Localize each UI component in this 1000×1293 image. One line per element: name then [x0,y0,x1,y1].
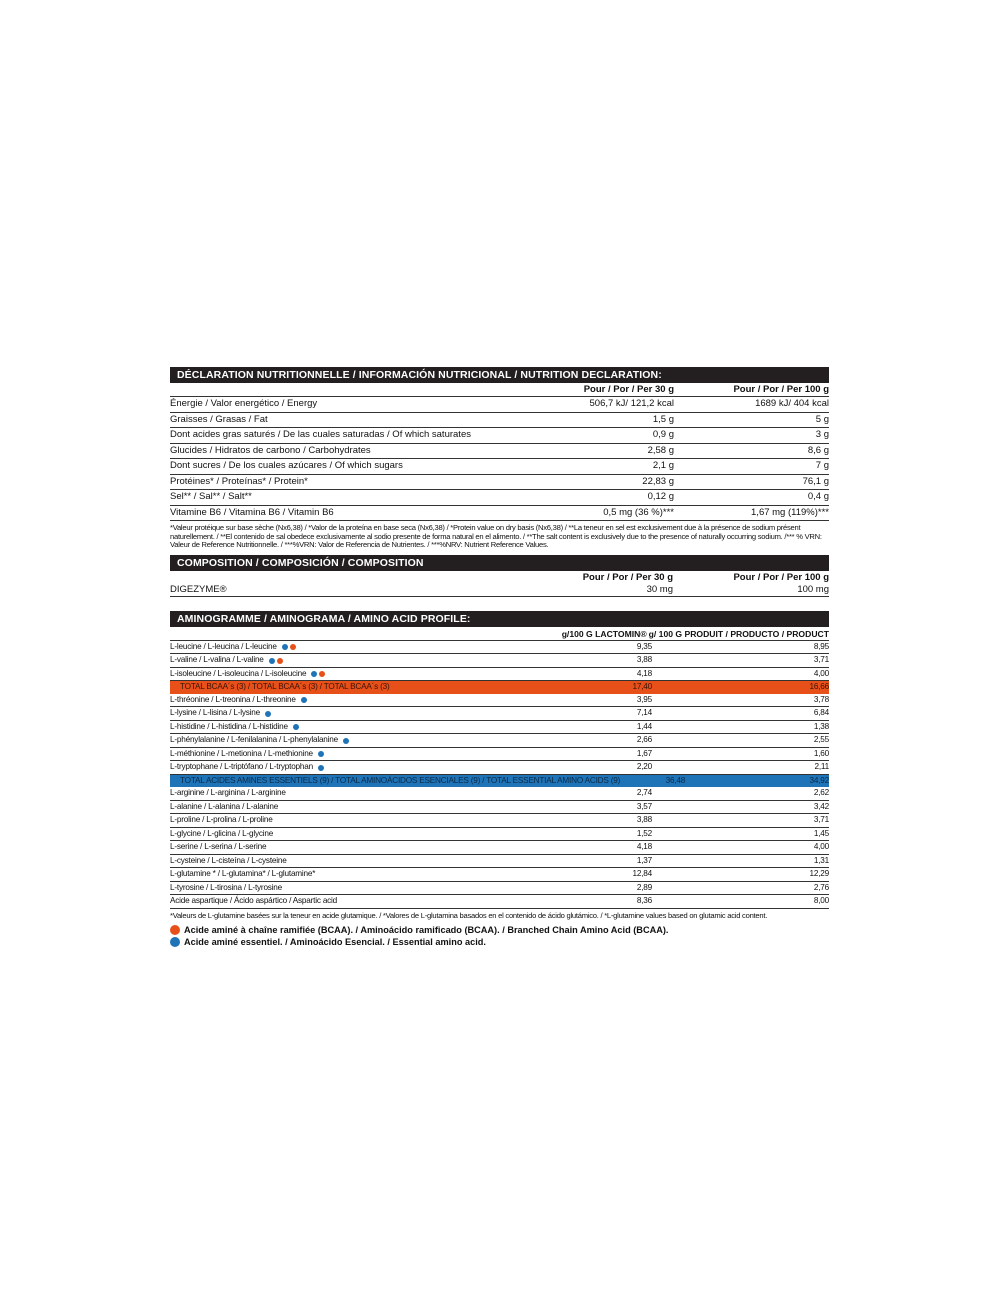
amino-row [170,641,829,655]
amino-product-header: g/ 100 G PRODUIT / PRODUCTO / PRODUCT [648,628,829,639]
value-per-30g: 0,9 g [652,429,674,440]
orange-dot-icon [290,644,296,650]
amino-label [170,828,572,841]
nutrient-label: Dont sucres / De los cuales azúcares / Of which sugars [170,460,403,471]
legend-text: Acide aminé essentiel. / Aminoácido Esencial. / Essential amino acid. [184,937,486,948]
amino-label [170,787,572,800]
amino-name: L-serine / L-serina / L-serine [170,842,267,852]
amino-name: L-thréonine / L-treonina / L-threonine [170,694,296,704]
amino-product-value: 12,29 [809,869,829,879]
blue-dot-icon [318,751,324,757]
ingredient-per-30g: 30 mg [646,583,673,595]
amino-label [170,895,572,908]
amino-label [170,814,572,827]
amino-markers [341,738,349,744]
blue-dot-icon [282,644,288,650]
nutrition-row [170,474,829,490]
legend-item [170,924,829,936]
amino-name: TOTAL ACIDES AMINES ESSENTIELS (9) / TOTAL AMINOÁCIDOS ESENCIALES (9) / TOTAL ESSENTIAL AMINO ACIDS (9) [180,775,621,785]
amino-label [170,801,572,814]
amino-label [170,734,572,747]
orange-dot-icon [319,671,325,677]
amino-label [170,681,572,694]
amino-column-header [170,627,829,641]
blue-dot-icon [318,765,324,771]
amino-product-value: 3,71 [813,655,829,665]
legend-item [170,936,829,948]
amino-label [170,761,572,774]
amino-product-value: 16,66 [809,682,829,692]
legend [170,924,829,948]
amino-row [170,895,829,909]
amino-lactomin-value: 7,14 [636,708,652,718]
amino-product-value: 34,92 [809,775,829,785]
amino-product-value: 1,60 [813,748,829,758]
amino-label [170,694,572,707]
per-100g-header: Pour / Por / Per 100 g [733,384,829,395]
value-per-30g: 506,7 kJ/ 121,2 kcal [589,398,674,409]
amino-markers [309,671,325,677]
nutrition-row [170,489,829,505]
amino-name: L-lysine / L-lisina / L-lysine [170,708,261,718]
amino-product-value: 1,38 [813,721,829,731]
amino-markers [316,751,324,757]
blue-dot-icon [343,738,349,744]
amino-row [170,787,829,801]
amino-lactomin-value: 2,89 [636,882,652,892]
amino-lactomin-value: 3,88 [636,655,652,665]
amino-markers [299,697,307,703]
amino-markers [291,724,299,730]
blue-dot-icon [170,937,180,947]
amino-name: L-phénylalanine / L-fenilalanina / L-phenylalanine [170,735,338,745]
amino-product-value: 6,84 [813,708,829,718]
amino-lactomin-value: 4,18 [636,842,652,852]
amino-footnote: *Valeurs de L-glutamine basées sur la teneur en acide glutamique. / *Valores de L-glutamina basados en el contenido de ácido glutámico. / *L-glutamine values based on glutamic acid content. [170,910,768,920]
total-essential-row [170,775,829,788]
amino-name: L-alanine / L-alanina / L-alanine [170,801,279,811]
composition-column-header [170,572,829,584]
value-per-30g: 0,5 mg (36 %)*** [603,506,674,518]
amino-name: L-leucine / L-leucina / L-leucine [170,641,277,651]
value-per-100g: 8,6 g [807,444,829,456]
nutrient-label: Glucides / Hidratos de carbono / Carbohydrates [170,444,371,456]
nutrient-label: Énergie / Valor energético / Energy [170,398,318,409]
amino-row [170,801,829,815]
per-30g-header: Pour / Por / Per 30 g [583,384,674,395]
amino-name: L-valine / L-valina / L-valine [170,655,264,665]
blue-dot-icon [301,697,307,703]
amino-label [170,641,572,654]
amino-lactomin-value: 1,37 [636,855,652,865]
nutrition-title: DÉCLARATION NUTRITIONNELLE / INFORMACIÓN NUTRICIONAL / NUTRITION DECLARATION: [170,367,829,383]
nutrition-row [170,427,829,443]
amino-label [170,882,572,895]
amino-row [170,868,829,882]
amino-row [170,761,829,775]
amino-label [170,841,572,854]
amino-name: L-histidine / L-histidina / L-histidine [170,721,288,731]
amino-product-value: 3,42 [813,801,829,811]
nutrition-row [170,443,829,459]
nutrition-row [170,458,829,474]
value-per-30g: 0,12 g [647,491,674,502]
amino-product-value: 8,00 [813,896,829,906]
value-per-30g: 1,5 g [652,413,674,425]
amino-markers [263,711,271,717]
amino-label [170,654,572,667]
amino-lactomin-value: 12,84 [632,869,652,879]
ingredient-label: DIGEZYME® [170,583,227,595]
amino-lactomin-value: 2,66 [636,735,652,745]
amino-name: L-proline / L-prolina / L-proline [170,815,273,825]
amino-product-value: 4,00 [813,842,829,852]
amino-markers [267,658,283,664]
nutrient-label: Protéines* / Proteínas* / Protein* [170,475,308,487]
amino-label [170,855,572,868]
amino-lactomin-header: g/100 G LACTOMIN® [561,628,647,639]
amino-row [170,707,829,721]
amino-product-value: 1,31 [813,855,829,865]
amino-lactomin-value: 3,88 [636,815,652,825]
amino-lactomin-value: 3,57 [636,801,652,811]
amino-name: L-tyrosine / L-tirosina / L-tyrosine [170,882,283,892]
amino-row [170,721,829,735]
amino-lactomin-value: 2,74 [636,788,652,798]
amino-row [170,841,829,855]
orange-dot-icon [170,925,180,935]
amino-label [170,775,620,788]
amino-row [170,668,829,682]
amino-product-value: 2,62 [813,788,829,798]
legend-text: Acide aminé à chaîne ramifiée (BCAA). / Aminoácido ramificado (BCAA). / Branched Chain Amino Acid (BCAA). [184,925,669,936]
value-per-100g: 76,1 g [802,475,829,487]
amino-lactomin-value: 3,95 [636,694,652,704]
nutrient-label: Graisses / Grasas / Fat [170,413,268,425]
amino-label [170,707,572,720]
amino-label [170,868,572,881]
amino-lactomin-value: 36,48 [665,775,686,785]
amino-label [170,748,572,761]
amino-row [170,882,829,896]
ingredient-per-100g: 100 mg [797,583,829,595]
amino-row [170,734,829,748]
nutrition-label [170,367,829,948]
amino-lactomin-value: 17,40 [632,682,652,692]
amino-markers [316,765,324,771]
value-per-100g: 1689 kJ/ 404 kcal [755,398,829,409]
amino-product-value: 1,45 [813,828,829,838]
amino-product-value: 3,78 [813,694,829,704]
amino-label [170,668,572,681]
value-per-100g: 7 g [815,460,829,471]
amino-product-value: 2,11 [814,762,829,772]
amino-name: L-tryptophane / L-triptófano / L-tryptophan [170,762,313,772]
amino-lactomin-value: 1,52 [636,828,652,838]
amino-lactomin-value: 4,18 [636,668,652,678]
amino-lactomin-value: 8,36 [636,896,652,906]
amino-name: TOTAL BCAA´s (3) / TOTAL BCAA´s (3) / TOTAL BCAA´s (3) [180,682,390,692]
amino-row [170,748,829,762]
amino-row [170,855,829,869]
amino-name: L-cysteine / L-cisteína / L-cysteine [170,855,287,865]
blue-dot-icon [311,671,317,677]
amino-name: L-isoleucine / L-isoleucina / L-isoleucine [170,668,307,678]
value-per-100g: 1,67 mg (119%)*** [751,506,829,518]
amino-product-value: 8,95 [813,641,829,651]
amino-lactomin-value: 1,67 [636,748,652,758]
amino-rows [170,641,829,909]
composition-per-100g-header: Pour / Por / Per 100 g [733,571,829,583]
amino-lactomin-value: 1,44 [636,721,652,731]
amino-markers [280,644,296,650]
blue-dot-icon [293,724,299,730]
amino-product-value: 2,76 [813,882,829,892]
value-per-100g: 0,4 g [807,491,829,502]
blue-dot-icon [265,711,271,717]
amino-name: L-glutamine * / L-glutamina* / L-glutamine* [170,869,316,879]
nutrient-label: Vitamine B6 / Vitamina B6 / Vitamin B6 [170,506,334,518]
value-per-30g: 2,58 g [647,444,674,456]
orange-dot-icon [277,658,283,664]
amino-row [170,828,829,842]
nutrition-row [170,505,829,522]
amino-lactomin-value: 9,35 [636,641,652,651]
amino-row [170,654,829,668]
value-per-100g: 3 g [815,429,829,440]
value-per-100g: 5 g [815,413,829,425]
amino-label [170,721,572,734]
composition-row [170,584,829,597]
value-per-30g: 22,83 g [642,475,674,487]
composition-per-30g-header: Pour / Por / Per 30 g [582,571,673,583]
nutrient-label: Dont acides gras saturés / De las cuales saturadas / Of which saturates [170,429,471,440]
nutrition-footnote: *Valeur protéique sur base sèche (Nx6,38) / *Valor de la proteína en base seca (Nx6,38) / *Protein value on dry basis (Nx6,38) / **La teneur en sel est exclusivement due à la présence de sodium présent naturellement. / **El contenido de sal obedece exclusivamente al sodio presente de forma natural en el alimento. / **The salt content is exclusively due to the presence of naturally occurring sodium. /*** % VRN: Valeur de Reference Nutritionnelle. / ***%VRN: Valor de Referencia de Nutrientes. / ***%NRV: Nutrient Reference Values. [170,523,822,550]
amino-name: L-arginine / L-arginina / L-arginine [170,788,286,798]
nutrition-row [170,412,829,428]
amino-name: Acide aspartique / Ácido aspártico / Aspartic acid [170,896,338,906]
nutrition-rows [170,396,829,521]
amino-name: L-méthionine / L-metionina / L-methionine [170,748,313,758]
amino-product-value: 2,55 [813,735,829,745]
composition-title: COMPOSITION / COMPOSICIÓN / COMPOSITION [170,555,829,571]
amino-row [170,694,829,708]
amino-product-value: 3,71 [813,815,829,825]
amino-lactomin-value: 2,20 [636,762,652,772]
nutrition-column-header [170,383,829,396]
blue-dot-icon [269,658,275,664]
value-per-30g: 2,1 g [652,460,674,471]
amino-name: L-glycine / L-glicina / L-glycine [170,828,274,838]
amino-title: AMINOGRAMME / AMINOGRAMA / AMINO ACID PROFILE: [170,611,829,627]
nutrition-row [170,396,829,412]
total-bcaa-row [170,681,829,694]
amino-row [170,814,829,828]
nutrient-label: Sel** / Sal** / Salt** [170,491,252,502]
composition-rows [170,584,829,597]
amino-product-value: 4,00 [813,668,829,678]
